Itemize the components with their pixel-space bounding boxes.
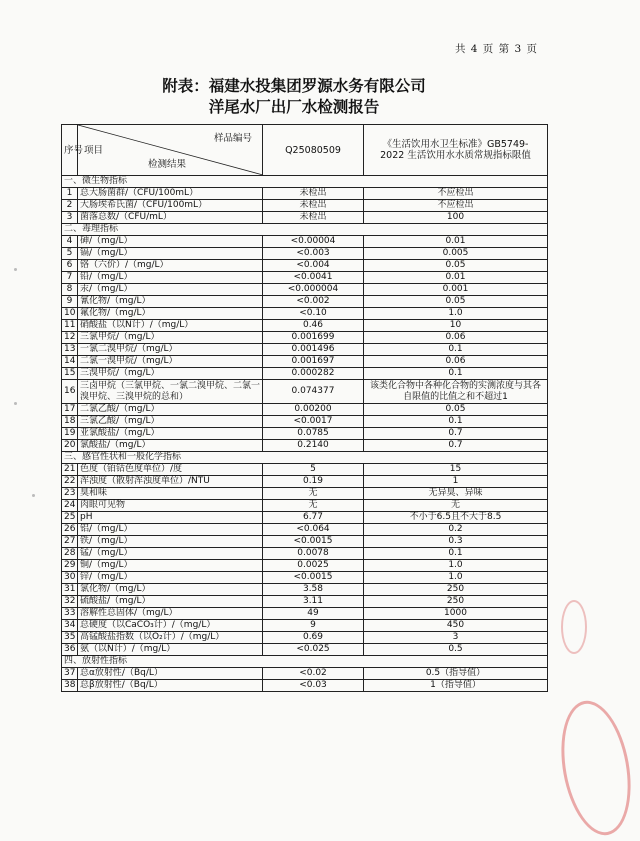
row-limit: 100 (364, 212, 548, 224)
row-limit: 450 (364, 620, 548, 632)
table-row (62, 248, 548, 260)
row-number: 34 (62, 620, 78, 632)
row-number: 2 (62, 200, 78, 212)
row-result: <0.02 (263, 668, 364, 680)
row-result: 0.19 (263, 476, 364, 488)
row-item: 二氯乙酸/（mg/L） (78, 404, 263, 416)
row-number: 33 (62, 608, 78, 620)
row-number: 5 (62, 248, 78, 260)
row-item: 镉/（mg/L） (78, 248, 263, 260)
row-result: 无 (263, 500, 364, 512)
row-item: 铬（六价）/（mg/L） (78, 260, 263, 272)
header-item-label: 项目 (84, 145, 104, 156)
row-item: 三溴甲烷/（mg/L） (78, 368, 263, 380)
table-header-row (62, 125, 548, 176)
section-header-row (62, 176, 548, 188)
row-limit: 0.05 (364, 404, 548, 416)
row-number: 37 (62, 668, 78, 680)
table-row (62, 524, 548, 536)
row-item: 铝/（mg/L） (78, 524, 263, 536)
header-seq: 序号 (62, 125, 78, 176)
table-row (62, 272, 548, 284)
row-result: <0.0017 (263, 416, 364, 428)
row-limit: 1 (364, 476, 548, 488)
row-result: 未检出 (263, 200, 364, 212)
row-limit: 0.1 (364, 368, 548, 380)
row-number: 16 (62, 380, 78, 404)
report-title-line2: 洋尾水厂出厂水检测报告 (208, 97, 380, 116)
row-item: 肉眼可见物 (78, 500, 263, 512)
table-row (62, 596, 548, 608)
row-result: <0.000004 (263, 284, 364, 296)
row-item: 锌/（mg/L） (78, 572, 263, 584)
row-limit: 0.7 (364, 428, 548, 440)
table-row (62, 608, 548, 620)
row-limit: 0.1 (364, 548, 548, 560)
row-item: 总大肠菌群/（CFU/100mL） (78, 188, 263, 200)
header-sample-no: Q25080509 (263, 125, 364, 176)
section-title: 二、毒理指标 (62, 224, 548, 236)
row-result: 0.46 (263, 320, 364, 332)
row-item: 色度（铂钴色度单位）/度 (78, 464, 263, 476)
row-limit: 250 (364, 584, 548, 596)
row-result: 0.001496 (263, 344, 364, 356)
row-result: 5 (263, 464, 364, 476)
table-row (62, 296, 548, 308)
row-item: 一氯二溴甲烷/（mg/L） (78, 344, 263, 356)
table-row (62, 644, 548, 656)
row-number: 31 (62, 584, 78, 596)
row-item: 氨（以N计）/（mg/L） (78, 644, 263, 656)
row-result: 0.001697 (263, 356, 364, 368)
table-row (62, 356, 548, 368)
row-limit: 1000 (364, 608, 548, 620)
row-item: 汞/（mg/L） (78, 284, 263, 296)
row-limit: 不应检出 (364, 200, 548, 212)
row-item: 总β放射性/（Bq/L） (78, 680, 263, 692)
table-row (62, 332, 548, 344)
row-number: 11 (62, 320, 78, 332)
row-number: 30 (62, 572, 78, 584)
row-number: 1 (62, 188, 78, 200)
row-result: 9 (263, 620, 364, 632)
table-row (62, 632, 548, 644)
row-limit: 0.7 (364, 440, 548, 452)
row-number: 23 (62, 488, 78, 500)
row-item: 氟化物/（mg/L） (78, 308, 263, 320)
row-result: 无 (263, 488, 364, 500)
row-number: 32 (62, 596, 78, 608)
table-row (62, 536, 548, 548)
row-limit: 不应检出 (364, 188, 548, 200)
row-result: <0.064 (263, 524, 364, 536)
table-row (62, 344, 548, 356)
row-result: <0.03 (263, 680, 364, 692)
row-limit: 1（指导值） (364, 680, 548, 692)
row-number: 22 (62, 476, 78, 488)
row-number: 15 (62, 368, 78, 380)
row-number: 3 (62, 212, 78, 224)
table-row (62, 440, 548, 452)
table-row (62, 572, 548, 584)
row-item: 臭和味 (78, 488, 263, 500)
row-item: 铁/（mg/L） (78, 536, 263, 548)
row-result: <0.0015 (263, 572, 364, 584)
row-result: <0.002 (263, 296, 364, 308)
row-item: 硫酸盐/（mg/L） (78, 596, 263, 608)
row-result: 0.00200 (263, 404, 364, 416)
section-header-row (62, 224, 548, 236)
row-number: 8 (62, 284, 78, 296)
row-result: 0.0025 (263, 560, 364, 572)
row-limit: 0.06 (364, 356, 548, 368)
row-item: 高锰酸盐指数（以O₂计）/（mg/L） (78, 632, 263, 644)
row-result: <0.00004 (263, 236, 364, 248)
header-diagonal-cell (78, 125, 263, 176)
table-row (62, 308, 548, 320)
row-result: 0.2140 (263, 440, 364, 452)
row-item: 铜/（mg/L） (78, 560, 263, 572)
row-number: 19 (62, 428, 78, 440)
row-number: 7 (62, 272, 78, 284)
row-limit: 0.5（指导值） (364, 668, 548, 680)
table-row (62, 188, 548, 200)
row-item: 二氯一溴甲烷/（mg/L） (78, 356, 263, 368)
row-limit: 1.0 (364, 560, 548, 572)
row-limit: 0.01 (364, 272, 548, 284)
row-item: 铅/（mg/L） (78, 272, 263, 284)
row-result: <0.0041 (263, 272, 364, 284)
row-item: 氯酸盐/（mg/L） (78, 440, 263, 452)
row-number: 14 (62, 356, 78, 368)
table-row (62, 380, 548, 404)
row-result: 3.58 (263, 584, 364, 596)
row-number: 10 (62, 308, 78, 320)
row-result: 0.074377 (263, 380, 364, 404)
row-limit: 0.06 (364, 332, 548, 344)
row-result: 49 (263, 608, 364, 620)
row-item: 大肠埃希氏菌/（CFU/100mL） (78, 200, 263, 212)
row-item: 三卤甲烷（三氯甲烷、一氯二溴甲烷、二氯一溴甲烷、三溴甲烷的总和） (78, 380, 263, 404)
section-title: 一、微生物指标 (62, 176, 548, 188)
row-limit: 不小于6.5且不大于8.5 (364, 512, 548, 524)
row-item: 菌落总数/（CFU/mL） (78, 212, 263, 224)
row-number: 38 (62, 680, 78, 692)
table-row (62, 500, 548, 512)
table-row (62, 512, 548, 524)
table-row (62, 260, 548, 272)
row-number: 20 (62, 440, 78, 452)
row-item: 氰化物/（mg/L） (78, 296, 263, 308)
table-row (62, 428, 548, 440)
row-number: 24 (62, 500, 78, 512)
row-number: 25 (62, 512, 78, 524)
row-limit: 该类化合物中各种化合物的实测浓度与其各自限值的比值之和不超过1 (364, 380, 548, 404)
header-sample-no-label: 样品编号 (213, 133, 252, 144)
row-limit: 无异臭、异味 (364, 488, 548, 500)
row-number: 21 (62, 464, 78, 476)
row-limit: 无 (364, 500, 548, 512)
row-number: 13 (62, 344, 78, 356)
row-limit: 0.01 (364, 236, 548, 248)
row-limit: 250 (364, 596, 548, 608)
table-row (62, 404, 548, 416)
table-row (62, 320, 548, 332)
row-limit: 0.2 (364, 524, 548, 536)
row-result: <0.025 (263, 644, 364, 656)
table-row (62, 200, 548, 212)
row-result: <0.10 (263, 308, 364, 320)
row-result: <0.004 (263, 260, 364, 272)
row-item: 氯化物/（mg/L） (78, 584, 263, 596)
row-limit: 1.0 (364, 572, 548, 584)
table-row (62, 584, 548, 596)
table-row (62, 368, 548, 380)
row-limit: 15 (364, 464, 548, 476)
row-number: 18 (62, 416, 78, 428)
header-result-label: 检测结果 (148, 159, 187, 170)
row-limit: 0.1 (364, 416, 548, 428)
row-result: <0.003 (263, 248, 364, 260)
row-number: 12 (62, 332, 78, 344)
section-title: 三、感官性状和一般化学指标 (62, 452, 548, 464)
row-limit: 0.5 (364, 644, 548, 656)
row-result: <0.0015 (263, 536, 364, 548)
row-result: 6.77 (263, 512, 364, 524)
row-limit: 0.05 (364, 296, 548, 308)
table-row (62, 668, 548, 680)
row-result: 未检出 (263, 188, 364, 200)
row-item: 总α放射性/（Bq/L） (78, 668, 263, 680)
row-limit: 0.3 (364, 536, 548, 548)
row-item: 硝酸盐（以N计）/（mg/L） (78, 320, 263, 332)
row-number: 29 (62, 560, 78, 572)
scan-speck (14, 268, 17, 271)
row-item: 三氯甲烷/（mg/L） (78, 332, 263, 344)
report-title-line1: 附表：福建水投集团罗源水务有限公司 (162, 76, 426, 95)
row-result: 0.0078 (263, 548, 364, 560)
row-limit: 10 (364, 320, 548, 332)
scan-speck (32, 494, 35, 497)
table-row (62, 212, 548, 224)
table-row (62, 416, 548, 428)
table-row (62, 488, 548, 500)
header-standard: 《生活饮用水卫生标准》GB5749-2022 生活饮用水水质常规指标限值 (364, 125, 548, 176)
row-number: 9 (62, 296, 78, 308)
row-item: 砷/（mg/L） (78, 236, 263, 248)
row-result: 0.000282 (263, 368, 364, 380)
row-result: 3.11 (263, 596, 364, 608)
row-number: 17 (62, 404, 78, 416)
row-result: 0.69 (263, 632, 364, 644)
row-limit: 1.0 (364, 308, 548, 320)
row-number: 26 (62, 524, 78, 536)
row-item: pH (78, 512, 263, 524)
row-limit: 0.05 (364, 260, 548, 272)
row-result: 0.001699 (263, 332, 364, 344)
table-row (62, 284, 548, 296)
row-item: 浑浊度（散射浑浊度单位）/NTU (78, 476, 263, 488)
seal-fragment (561, 600, 587, 654)
table-row (62, 476, 548, 488)
row-number: 4 (62, 236, 78, 248)
table-row (62, 560, 548, 572)
row-limit: 0.1 (364, 344, 548, 356)
row-number: 36 (62, 644, 78, 656)
page-number: 共 4 页 第 3 页 (454, 43, 538, 55)
row-item: 总硬度（以CaCO₃计）/（mg/L） (78, 620, 263, 632)
section-header-row (62, 452, 548, 464)
section-title: 四、放射性指标 (62, 656, 548, 668)
row-number: 6 (62, 260, 78, 272)
table-row (62, 236, 548, 248)
table-row (62, 464, 548, 476)
section-header-row (62, 656, 548, 668)
row-limit: 0.005 (364, 248, 548, 260)
row-item: 锰/（mg/L） (78, 548, 263, 560)
row-item: 溶解性总固体/（mg/L） (78, 608, 263, 620)
table-row (62, 548, 548, 560)
row-item: 亚氯酸盐/（mg/L） (78, 428, 263, 440)
official-seal (552, 695, 640, 840)
row-result: 0.0785 (263, 428, 364, 440)
scan-speck (14, 402, 17, 405)
row-result: 未检出 (263, 212, 364, 224)
table-row (62, 620, 548, 632)
row-limit: 3 (364, 632, 548, 644)
row-number: 27 (62, 536, 78, 548)
row-number: 35 (62, 632, 78, 644)
table-row (62, 680, 548, 692)
row-limit: 0.001 (364, 284, 548, 296)
row-item: 三氯乙酸/（mg/L） (78, 416, 263, 428)
test-results-table (61, 124, 548, 692)
row-number: 28 (62, 548, 78, 560)
